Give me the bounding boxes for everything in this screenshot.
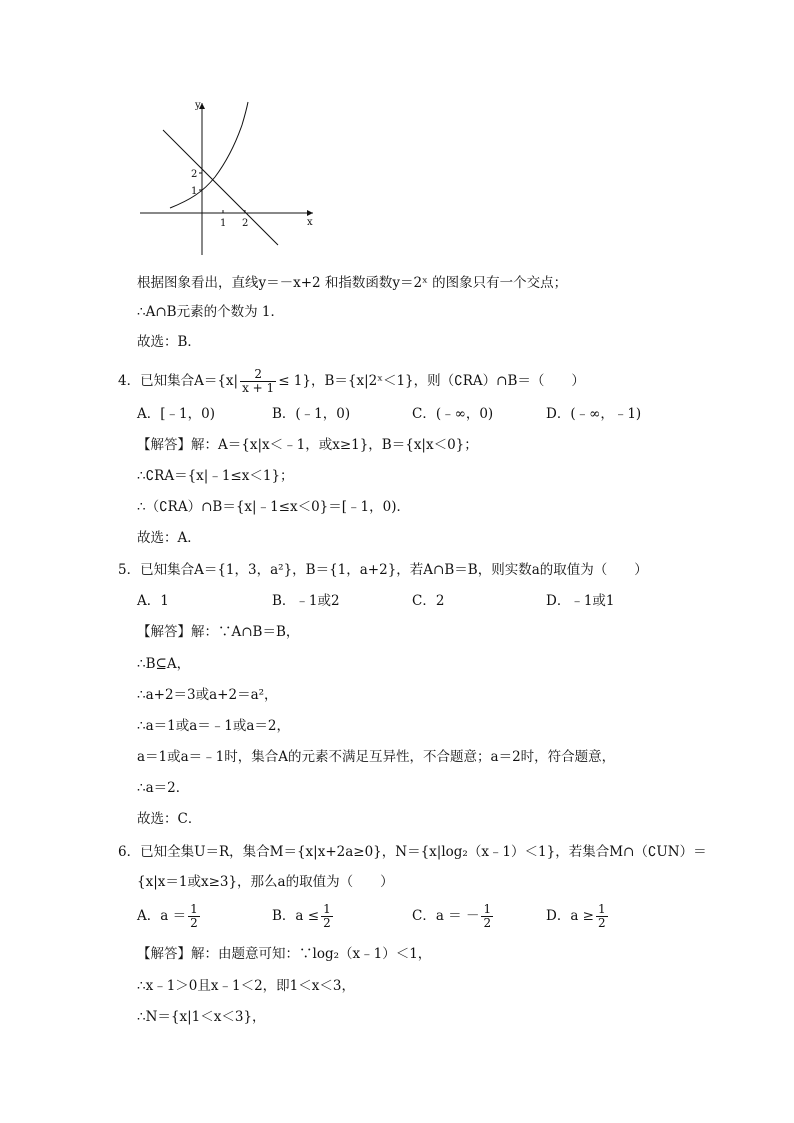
q4-fraction	[240, 368, 276, 395]
y-axis-label: y	[195, 100, 201, 111]
x-tick-1: 1	[220, 218, 227, 229]
q5-solution-5: a＝1或a＝﹣1时，集合A的元素不满足互异性，不合题意；a＝2时，符合题意，	[137, 749, 616, 765]
q4-solution-1: 【解答】解：A＝{x|x＜﹣1，或x≥1}，B＝{x|x＜0}；	[137, 437, 478, 453]
frac-num: 1	[323, 902, 331, 916]
x-tick-2: 2	[242, 218, 249, 229]
prev-solution-answer: 故选：B．	[137, 334, 201, 350]
q5-solution-6: ∴a＝2．	[137, 780, 190, 796]
q6-option-d-prefix: D．a ≥	[546, 908, 594, 924]
q4-stem-prefix: 4．已知集合A＝{x|	[118, 373, 239, 389]
q6-option-c	[412, 903, 495, 930]
q5-stem: 5．已知集合A＝{1，3，a²}，B＝{1，a+2}，若A∩B＝B，则实数a的取值为（ ）	[118, 562, 648, 578]
q6-option-d	[546, 903, 610, 930]
y-tick-1: 1	[191, 186, 198, 197]
q4-frac-num: 2	[240, 368, 276, 382]
y-tick-2: 2	[191, 169, 198, 180]
q5-solution-3: ∴a+2＝3或a+2＝a²，	[137, 687, 278, 703]
q6-option-c-fraction	[481, 903, 493, 930]
q6-option-b-prefix: B．a ≤	[272, 908, 320, 924]
q4-option-b: B．(﹣1，0)	[272, 406, 351, 422]
exponential-curve	[170, 102, 248, 208]
q6-stem-line2: {x|x＝1或x≥3}，那么a的取值为（ ）	[137, 874, 394, 890]
q5-option-a: A．1	[137, 593, 169, 609]
q5-option-b: B．﹣1或2	[272, 593, 340, 609]
q4-solution-3: ∴（∁RA）∩B＝{x|﹣1≤x＜0}＝[﹣1，0)．	[137, 499, 410, 515]
q4-frac-den: x + 1	[242, 381, 275, 395]
prev-solution-line1: 根据图象看出，直线y＝－x+2 和指数函数y＝2ˣ 的图象只有一个交点；	[137, 275, 568, 291]
q4-option-c: C．(﹣∞，0)	[412, 406, 494, 422]
q6-option-a-prefix: A．a ＝	[137, 908, 187, 924]
q4-stem-suffix: ≤ 1}，B＝{x|2ˣ＜1}，则（∁RA）∩B＝（ ）	[278, 373, 585, 389]
function-graph	[135, 95, 320, 260]
q6-option-c-prefix: C．a ＝ －	[412, 908, 480, 924]
q5-solution-1: 【解答】解：∵A∩B＝B，	[137, 624, 300, 640]
q4-option-d: D．(﹣∞，﹣1)	[546, 406, 642, 422]
q5-solution-4: ∴a＝1或a＝﹣1或a＝2，	[137, 718, 291, 734]
q4-stem	[118, 368, 585, 395]
q6-stem-line1: 6．已知全集U＝R，集合M＝{x|x+2a≥0}，N＝{x|log₂（x﹣1）＜1}，若集合M∩（∁UN）＝	[118, 844, 707, 860]
x-axis-label: x	[307, 217, 313, 228]
q5-option-d: D．﹣1或1	[546, 593, 615, 609]
q4-option-a: A．[﹣1，0)	[137, 406, 215, 422]
q5-option-c: C．2	[412, 593, 445, 609]
q5-solution-answer: 故选：C．	[137, 811, 202, 827]
frac-num: 1	[483, 902, 492, 916]
frac-num: 1	[597, 902, 606, 916]
frac-num: 1	[190, 902, 198, 916]
q4-solution-2: ∴∁RA＝{x|﹣1≤x＜1}；	[137, 468, 294, 484]
prev-solution-line2: ∴A∩B元素的个数为 1．	[137, 304, 284, 320]
frac-den: 2	[597, 916, 606, 930]
q6-solution-3: ∴N＝{x|1＜x＜3}，	[137, 1009, 266, 1025]
q6-option-b-fraction	[321, 903, 333, 930]
frac-den: 2	[190, 916, 198, 930]
q6-option-a	[137, 903, 202, 930]
q6-solution-1: 【解答】解：由题意可知：∵log₂（x﹣1）＜1，	[137, 946, 432, 962]
q6-option-d-fraction	[596, 903, 608, 930]
q6-solution-2: ∴x﹣1＞0且x﹣1＜2，即1＜x＜3，	[137, 978, 355, 994]
frac-den: 2	[483, 916, 492, 930]
q4-solution-answer: 故选：A．	[137, 530, 201, 546]
q6-option-b	[272, 903, 335, 930]
frac-den: 2	[323, 916, 331, 930]
q5-solution-2: ∴B⊆A，	[137, 656, 191, 672]
q6-option-a-fraction	[188, 903, 200, 930]
